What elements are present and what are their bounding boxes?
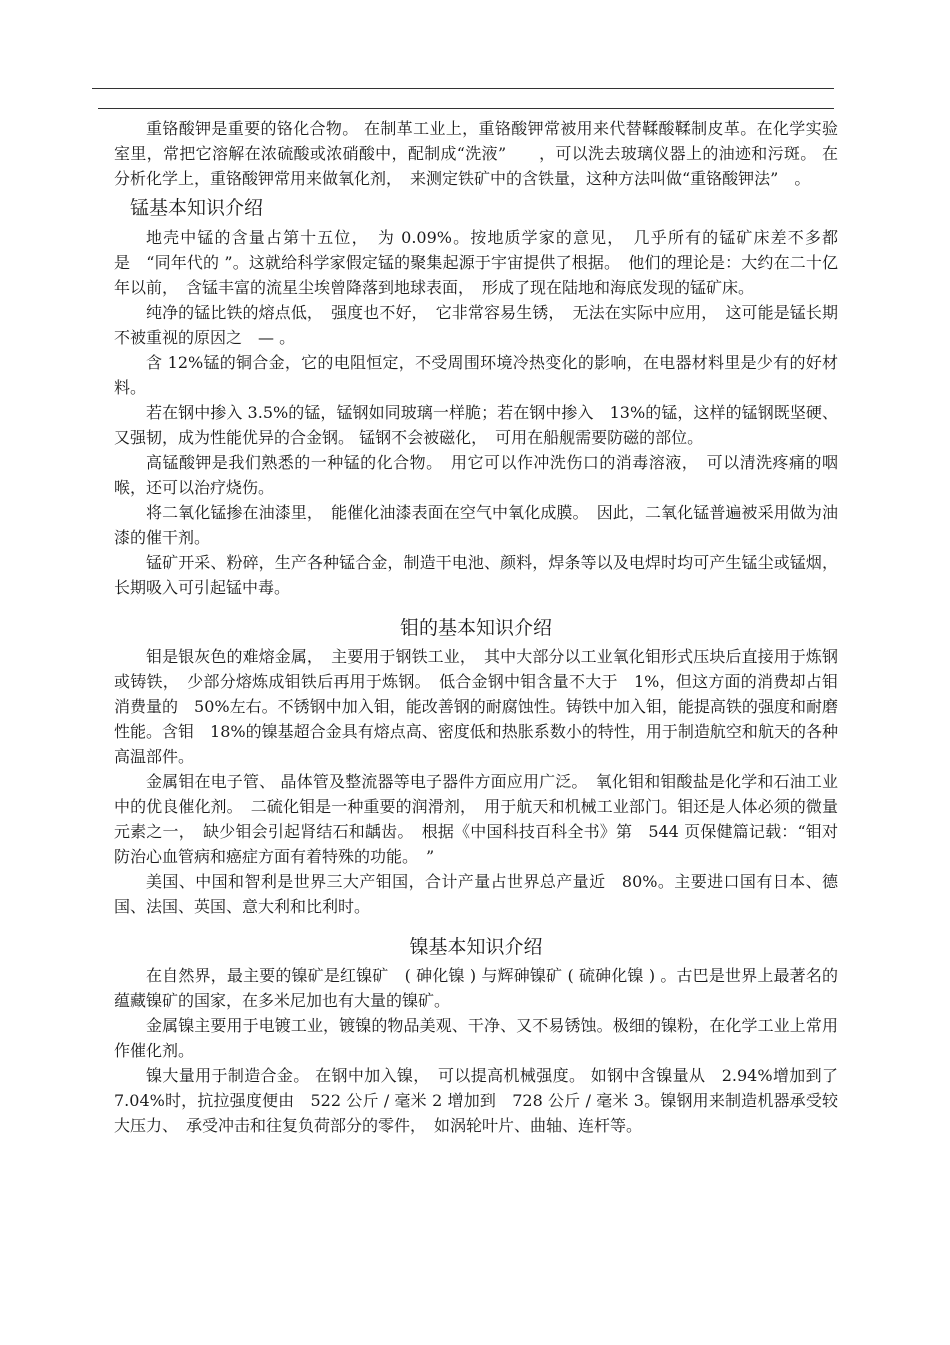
paragraph: 将二氧化锰掺在油漆里， 能催化油漆表面在空气中氧化成膜。 因此，二氧化锰普遍被采用做为油漆的催干剂。 <box>114 503 838 547</box>
section-chromium <box>114 116 838 191</box>
section-nickel <box>114 933 855 1138</box>
paragraph: 金属钼在电子管、 晶体管及整流器等电子器件方面应用广泛。 氧化钼和钼酸盐是化学和石油工业中的优良催化剂。 二硫化钼是一种重要的润滑剂， 用于航天和机械工业部门。钼还是人体必须的微量元素之一， 缺少钼会引起肾结石和龋齿。 根据《中国科技百科全书》第 544 页保健篇记载：“钼对防治心血管病和癌症方面有着特殊的功能。 ” <box>114 772 838 866</box>
paragraph: 美国、中国和智利是世界三大产钼国，合计产量占世界总产量近 80%。主要进口国有日本、德国、法国、英国、意大利和比利时。 <box>114 872 838 916</box>
section-molybdenum <box>114 614 838 919</box>
paragraph: 纯净的锰比铁的熔点低， 强度也不好， 它非常容易生锈， 无法在实际中应用， 这可能是锰长期不被重视的原因之 — 。 <box>114 303 838 347</box>
paragraph: 含 12%锰的铜合金，它的电阻恒定，不受周围环境冷热变化的影响，在电器材料里是少有的好材料。 <box>114 353 838 397</box>
section-heading: 锰基本知识介绍 <box>130 197 264 219</box>
document-body <box>114 116 855 1138</box>
paragraph: 钼是银灰色的难熔金属， 主要用于钢铁工业， 其中大部分以工业氧化钼形式压块后直接用于炼钢或铸铁， 少部分熔炼成钼铁后再用于炼钢。 低合金钢中钼含量不大于 1%，但这方面的消费却占钼消费量的 50%左右。不锈钢中加入钼，能改善钢的耐腐蚀性。铸铁中加入钼，能提高铁的强度和耐磨性能。含钼 18%的镍基超合金具有熔点高、密度低和热胀系数小的特性，用于制造航空和航天的各种高温部件。 <box>114 647 838 766</box>
header-rule-bottom <box>98 108 834 109</box>
paragraph: 镍大量用于制造合金。 在钢中加入镍， 可以提高机械强度。 如钢中含镍量从 2.94%增加到了 7.04%时，抗拉强度便由 522 公斤 / 毫米 2 增加到 728 公斤 / 毫米 3。镍钢用来制造机器承受较大压力、 承受冲击和往复负荷部分的零件， 如涡轮叶片、曲轴、连杆等。 <box>114 1066 855 1135</box>
section-heading: 镍基本知识介绍 <box>409 936 543 958</box>
paragraph: 地壳中锰的含量占第十五位， 为 0.09%。按地质学家的意见， 几乎所有的锰矿床差不多都是 “同年代的 ”。这就给科学家假定锰的聚集起源于宇宙提供了根据。 他们的理论是：大约在二十亿年以前， 含锰丰富的流星尘埃曾降落到地球表面， 形成了现在陆地和海底发现的锰矿床。 <box>114 228 838 297</box>
paragraph: 若在钢中掺入 3.5%的锰，锰钢如同玻璃一样脆；若在钢中掺入 13%的锰，这样的锰钢既坚硬、 又强韧，成为性能优异的合金钢。 锰钢不会被磁化， 可用在船舰需要防磁的部位。 <box>114 403 838 447</box>
header-rule-top <box>92 88 834 89</box>
paragraph: 锰矿开采、粉碎，生产各种锰合金，制造干电池、颜料，焊条等以及电焊时均可产生锰尘或锰烟，长期吸入可引起锰中毒。 <box>114 553 838 597</box>
section-heading: 钼的基本知识介绍 <box>399 617 552 639</box>
section-manganese <box>114 193 838 600</box>
paragraph: 在自然界，最主要的镍矿是红镍矿 ( 砷化镍 ) 与辉砷镍矿 ( 硫砷化镍 ) 。古巴是世界上最著名的蕴藏镍矿的国家，在多米尼加也有大量的镍矿。 <box>114 966 838 1010</box>
paragraph: 高锰酸钾是我们熟悉的一种锰的化合物。 用它可以作冲洗伤口的消毒溶液， 可以清洗疼痛的咽喉，还可以治疗烧伤。 <box>114 453 838 497</box>
paragraph: 重铬酸钾是重要的铬化合物。 在制革工业上，重铬酸钾常被用来代替鞣酸鞣制皮革。在化学实验室里，常把它溶解在浓硫酸或浓硝酸中，配制成“洗液” ，可以洗去玻璃仪器上的油迹和污斑。 在分析化学上，重铬酸钾常用来做氧化剂， 来测定铁矿中的含铁量，这种方法叫做“重铬酸钾法” 。 <box>114 119 838 188</box>
paragraph: 金属镍主要用于电镀工业，镀镍的物品美观、干净、又不易锈蚀。极细的镍粉，在化学工业上常用作催化剂。 <box>114 1016 838 1060</box>
